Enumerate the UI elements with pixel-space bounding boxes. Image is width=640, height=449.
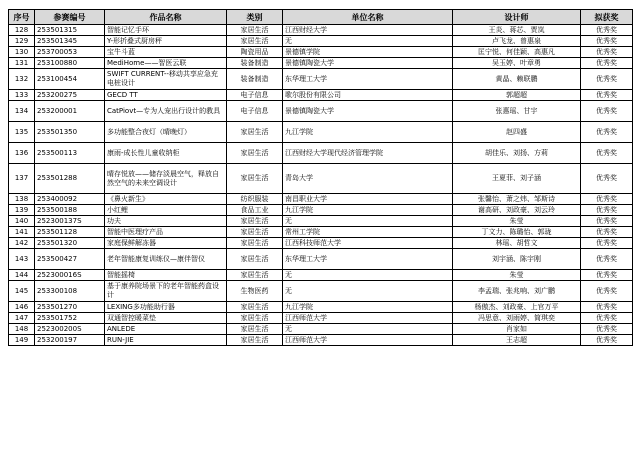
table-body: [9, 25, 633, 346]
cell-id: 253200197: [35, 335, 105, 346]
cell-id: 253100880: [35, 58, 105, 69]
cell-unit: 江西财经大学: [283, 25, 453, 36]
cell-award: 优秀奖: [581, 58, 633, 69]
cell-unit: 无: [283, 270, 453, 281]
cell-designer: 王志超: [453, 335, 581, 346]
cell-no: 141: [9, 227, 35, 238]
cell-designer: 林瑶、胡哲文: [453, 238, 581, 249]
cell-category: 电子信息: [227, 90, 283, 101]
cell-award: 优秀奖: [581, 324, 633, 335]
cell-unit: 无: [283, 324, 453, 335]
cell-id: 253100454: [35, 69, 105, 90]
cell-work: 智能摇椅: [105, 270, 227, 281]
cell-no: 128: [9, 25, 35, 36]
cell-work: 智能记忆手环: [105, 25, 227, 36]
cell-category: 家居生活: [227, 227, 283, 238]
cell-no: 136: [9, 143, 35, 164]
header-designer: 设计师: [453, 10, 581, 25]
cell-category: 家居生活: [227, 270, 283, 281]
cell-no: 133: [9, 90, 35, 101]
cell-designer: 匡宁悦、何佳颖、高惠凡: [453, 47, 581, 58]
cell-award: 优秀奖: [581, 194, 633, 205]
cell-no: 147: [9, 313, 35, 324]
cell-category: 装备制造: [227, 69, 283, 90]
table-row: [9, 90, 633, 101]
cell-designer: 赵四盛: [453, 122, 581, 143]
cell-work: 小红鲤: [105, 205, 227, 216]
header-no: 序号: [9, 10, 35, 25]
cell-award: 优秀奖: [581, 302, 633, 313]
cell-designer: 吴玉婷、叶章勇: [453, 58, 581, 69]
cell-unit: 东华理工大学: [283, 69, 453, 90]
cell-no: 131: [9, 58, 35, 69]
cell-designer: 卢飞龙、曾惠泉: [453, 36, 581, 47]
cell-designer: 胡佳乐、刘扬、方莉: [453, 143, 581, 164]
cell-no: 139: [9, 205, 35, 216]
cell-unit: 青岛大学: [283, 164, 453, 194]
cell-award: 优秀奖: [581, 335, 633, 346]
cell-no: 130: [9, 47, 35, 58]
header-id: 参赛编号: [35, 10, 105, 25]
cell-id: 253501128: [35, 227, 105, 238]
table-row: [9, 143, 633, 164]
cell-id: 253501345: [35, 36, 105, 47]
table-row: [9, 324, 633, 335]
cell-id: 253300108: [35, 281, 105, 302]
cell-award: 优秀奖: [581, 205, 633, 216]
cell-no: 129: [9, 36, 35, 47]
table-row: [9, 313, 633, 324]
cell-category: 食品工业: [227, 205, 283, 216]
table-row: [9, 101, 633, 122]
cell-unit: 南昌职业大学: [283, 194, 453, 205]
cell-unit: 江西师范大学: [283, 335, 453, 346]
cell-unit: 景德镇陶瓷大学: [283, 58, 453, 69]
header-category: 类别: [227, 10, 283, 25]
cell-category: 家居生活: [227, 238, 283, 249]
cell-work: 智能中医理疗产品: [105, 227, 227, 238]
cell-work: 功夫: [105, 216, 227, 227]
cell-award: 优秀奖: [581, 281, 633, 302]
cell-unit: 九江学院: [283, 205, 453, 216]
header-work: 作品名称: [105, 10, 227, 25]
table-row: [9, 270, 633, 281]
cell-award: 优秀奖: [581, 216, 633, 227]
cell-unit: 无: [283, 36, 453, 47]
cell-work: Y-形折叠式厨房秤: [105, 36, 227, 47]
cell-no: 137: [9, 164, 35, 194]
cell-award: 优秀奖: [581, 25, 633, 36]
cell-work: 基于康养院场景下的老年智能药盒设计: [105, 281, 227, 302]
cell-category: 电子信息: [227, 101, 283, 122]
cell-category: 家居生活: [227, 122, 283, 143]
cell-category: 家居生活: [227, 335, 283, 346]
table-row: [9, 164, 633, 194]
cell-work: 老年智能康复训练仪—康伴智仪: [105, 249, 227, 270]
cell-id: 253700053: [35, 47, 105, 58]
cell-category: 家居生活: [227, 164, 283, 194]
cell-category: 家居生活: [227, 216, 283, 227]
cell-designer: 肖家如: [453, 324, 581, 335]
cell-unit: 无: [283, 216, 453, 227]
cell-work: 《鼻火新生》: [105, 194, 227, 205]
cell-work: CatPiovt—专为人宠出行设计的教具: [105, 101, 227, 122]
cell-work: 康雨-成长性儿童收纳柜: [105, 143, 227, 164]
cell-award: 优秀奖: [581, 36, 633, 47]
cell-id: 253500427: [35, 249, 105, 270]
cell-unit: 东华理工大学: [283, 249, 453, 270]
cell-designer: 王炎、蒋芯、贾岚: [453, 25, 581, 36]
cell-no: 148: [9, 324, 35, 335]
cell-work: GECD TT: [105, 90, 227, 101]
cell-no: 140: [9, 216, 35, 227]
cell-unit: 九江学院: [283, 302, 453, 313]
cell-unit: 无: [283, 281, 453, 302]
cell-designer: 黄晶、赖联鹏: [453, 69, 581, 90]
cell-category: 家居生活: [227, 143, 283, 164]
cell-no: 149: [9, 335, 35, 346]
cell-work: MediHome——智医云联: [105, 58, 227, 69]
cell-no: 144: [9, 270, 35, 281]
cell-id: 253500113: [35, 143, 105, 164]
table-row: [9, 238, 633, 249]
cell-id: 253400092: [35, 194, 105, 205]
cell-work: 家庭保鲜解冻器: [105, 238, 227, 249]
cell-designer: 李孟瑞、张兆响、刘广鹏: [453, 281, 581, 302]
cell-id: 252300200S: [35, 324, 105, 335]
table-row: [9, 25, 633, 36]
cell-work: SWIFT CURRENT--移动共享应急充电桩设计: [105, 69, 227, 90]
cell-unit: 九江学院: [283, 122, 453, 143]
table-row: [9, 302, 633, 313]
cell-designer: 张馨怡、萧之炜、邹斯诗: [453, 194, 581, 205]
cell-designer: 朱莹: [453, 216, 581, 227]
cell-category: 生物医药: [227, 281, 283, 302]
cell-no: 134: [9, 101, 35, 122]
cell-id: 253200001: [35, 101, 105, 122]
cell-award: 优秀奖: [581, 313, 633, 324]
cell-id: 253500188: [35, 205, 105, 216]
cell-category: 家居生活: [227, 25, 283, 36]
table-row: [9, 69, 633, 90]
cell-id: 253501350: [35, 122, 105, 143]
cell-id: 253501270: [35, 302, 105, 313]
cell-award: 优秀奖: [581, 238, 633, 249]
cell-award: 优秀奖: [581, 143, 633, 164]
cell-category: 家居生活: [227, 313, 283, 324]
cell-award: 优秀奖: [581, 47, 633, 58]
award-table: [8, 9, 633, 346]
table-row: [9, 36, 633, 47]
table-header-row: [9, 10, 633, 25]
cell-unit: 江西科技师范大学: [283, 238, 453, 249]
cell-unit: 江西财经大学现代经济管理学院: [283, 143, 453, 164]
cell-work: RUN-JIE: [105, 335, 227, 346]
cell-no: 146: [9, 302, 35, 313]
table-row: [9, 47, 633, 58]
table-row: [9, 205, 633, 216]
cell-no: 143: [9, 249, 35, 270]
cell-work: 多功能整合夜灯（晴晚灯）: [105, 122, 227, 143]
cell-id: 252300137S: [35, 216, 105, 227]
cell-work: LEXING多功能助行器: [105, 302, 227, 313]
cell-designer: 冯思意、刘雨婷、简琪奕: [453, 313, 581, 324]
header-unit: 单位名称: [283, 10, 453, 25]
cell-category: 陶瓷用品: [227, 47, 283, 58]
cell-award: 优秀奖: [581, 90, 633, 101]
cell-category: 家居生活: [227, 249, 283, 270]
table-row: [9, 122, 633, 143]
cell-designer: 王夏菲、刘子涵: [453, 164, 581, 194]
cell-id: 252300016S: [35, 270, 105, 281]
cell-id: 253200275: [35, 90, 105, 101]
cell-award: 优秀奖: [581, 249, 633, 270]
cell-no: 142: [9, 238, 35, 249]
table-row: [9, 249, 633, 270]
table-row: [9, 216, 633, 227]
cell-no: 145: [9, 281, 35, 302]
cell-work: 双通智控暖菜垫: [105, 313, 227, 324]
cell-unit: 景德镇陶瓷大学: [283, 101, 453, 122]
cell-id: 253501320: [35, 238, 105, 249]
cell-id: 253501752: [35, 313, 105, 324]
cell-award: 优秀奖: [581, 270, 633, 281]
cell-designer: 谢高研、刘政豪、刘云玲: [453, 205, 581, 216]
cell-no: 138: [9, 194, 35, 205]
cell-work: 晴存悦放——储存淡晨空气，释放自然空气的未来空调设计: [105, 164, 227, 194]
cell-category: 家居生活: [227, 324, 283, 335]
table-row: [9, 58, 633, 69]
cell-unit: 景德镇学院: [283, 47, 453, 58]
table-row: [9, 335, 633, 346]
table-row: [9, 227, 633, 238]
cell-award: 优秀奖: [581, 227, 633, 238]
cell-unit: 歌尔股份有限公司: [283, 90, 453, 101]
table-row: [9, 194, 633, 205]
cell-id: 253501315: [35, 25, 105, 36]
cell-award: 优秀奖: [581, 69, 633, 90]
cell-designer: 张惠瑶、甘宇: [453, 101, 581, 122]
cell-category: 纺织服装: [227, 194, 283, 205]
cell-category: 装备制造: [227, 58, 283, 69]
cell-category: 家居生活: [227, 36, 283, 47]
cell-no: 135: [9, 122, 35, 143]
cell-award: 优秀奖: [581, 101, 633, 122]
cell-unit: 常州工学院: [283, 227, 453, 238]
cell-designer: 杨傲杰、刘政豪、上官万平: [453, 302, 581, 313]
table-row: [9, 281, 633, 302]
cell-designer: 朱莹: [453, 270, 581, 281]
header-award: 拟获奖: [581, 10, 633, 25]
award-table-container: [8, 9, 632, 346]
cell-no: 132: [9, 69, 35, 90]
cell-category: 家居生活: [227, 302, 283, 313]
cell-designer: 郭超超: [453, 90, 581, 101]
cell-work: 宝牛斗蓝: [105, 47, 227, 58]
cell-designer: 丁文力、陈璐怡、郭珑: [453, 227, 581, 238]
cell-award: 优秀奖: [581, 164, 633, 194]
cell-id: 253501288: [35, 164, 105, 194]
cell-unit: 江西师范大学: [283, 313, 453, 324]
cell-work: ANLEDE: [105, 324, 227, 335]
cell-designer: 刘宇涵、陈宇刚: [453, 249, 581, 270]
cell-award: 优秀奖: [581, 122, 633, 143]
